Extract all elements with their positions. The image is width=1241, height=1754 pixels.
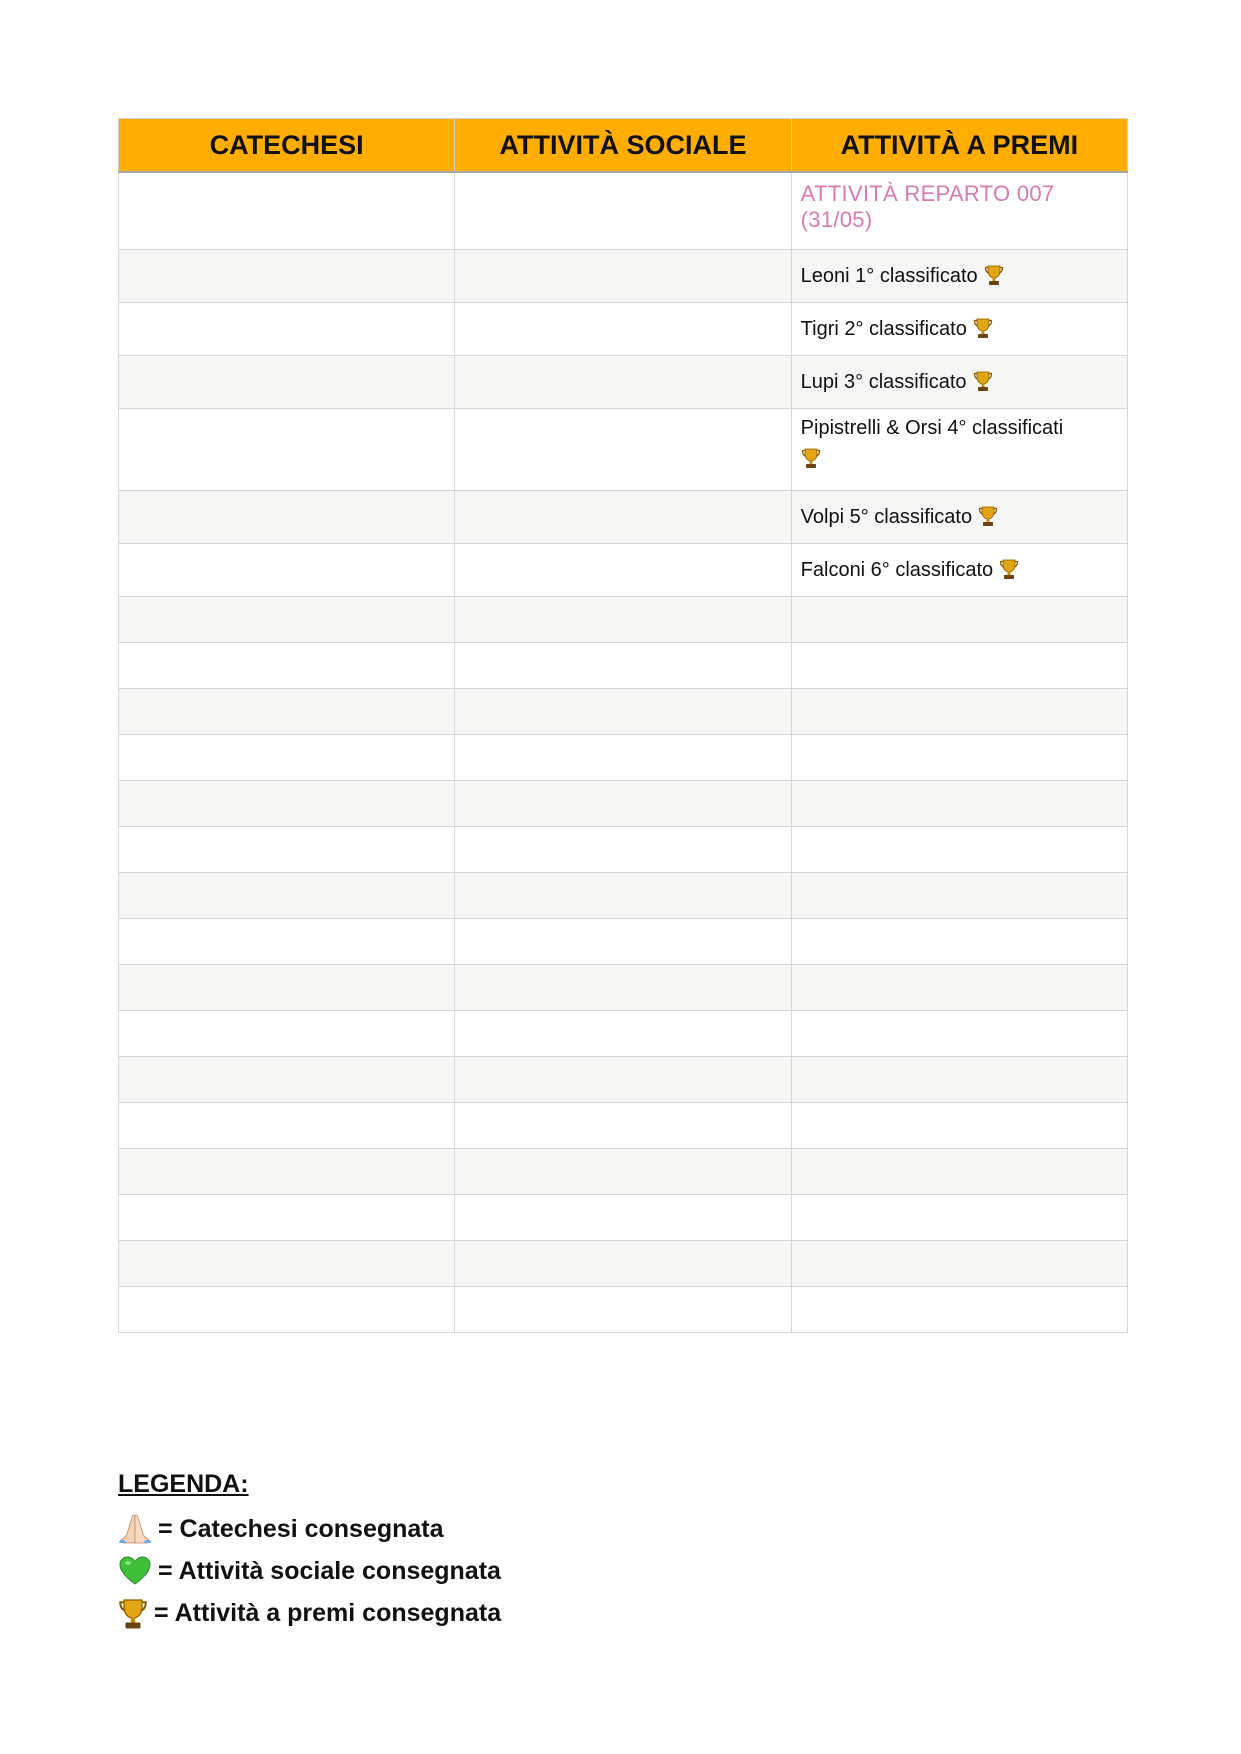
table-cell (119, 303, 455, 356)
table-cell (119, 250, 455, 303)
table-cell (455, 409, 791, 491)
table-cell (455, 1057, 791, 1103)
premi-entry-text: Falconi 6° classificato (800, 559, 994, 581)
legend-item-catechesi (118, 1508, 501, 1550)
table-cell (455, 827, 791, 873)
trophy-icon (978, 505, 998, 527)
table-cell (119, 919, 455, 965)
table-cell (791, 1011, 1127, 1057)
table-row (119, 643, 1128, 689)
table-cell (791, 827, 1127, 873)
table-cell (791, 1241, 1127, 1287)
table-cell (455, 965, 791, 1011)
trophy-icon (973, 317, 993, 339)
table-cell (455, 1103, 791, 1149)
table-cell (455, 1011, 791, 1057)
table-cell (119, 356, 455, 409)
table-cell (455, 735, 791, 781)
table-cell (791, 781, 1127, 827)
table-row (119, 250, 1128, 303)
premi-entry-text: Pipistrelli & Orsi 4° classificati (800, 417, 1064, 439)
table-row (119, 965, 1128, 1011)
legend-text: = Catechesi consegnata (158, 1515, 444, 1543)
legend-item-attivita-premi (118, 1592, 501, 1634)
premi-entry-text: Lupi 3° classificato (800, 371, 967, 393)
table-cell (791, 597, 1127, 643)
table-row (119, 356, 1128, 409)
table-cell (791, 1149, 1127, 1195)
legend-text: = Attività a premi consegnata (154, 1599, 502, 1627)
green-heart-icon (118, 1554, 152, 1588)
table-cell (119, 1057, 455, 1103)
premi-entry-cell (791, 491, 1127, 544)
table-row (119, 491, 1128, 544)
premi-entry-cell (791, 544, 1127, 597)
table-row (119, 1287, 1128, 1333)
table-row (119, 1103, 1128, 1149)
table-cell (791, 965, 1127, 1011)
table-cell (119, 643, 455, 689)
trophy-icon (999, 558, 1019, 580)
table-row (119, 544, 1128, 597)
empty-rows (119, 597, 1128, 1333)
header-row (119, 119, 1128, 173)
table-cell (119, 827, 455, 873)
table-cell (119, 1287, 455, 1333)
table-cell (119, 965, 455, 1011)
premi-entry-cell (791, 356, 1127, 409)
table-cell (791, 919, 1127, 965)
premi-entry-text: Volpi 5° classificato (800, 506, 973, 528)
table-cell (455, 597, 791, 643)
table-row (119, 303, 1128, 356)
table-row (119, 1149, 1128, 1195)
table-cell (119, 597, 455, 643)
trophy-icon (118, 1597, 148, 1630)
header-attivita-premi: ATTIVITÀ A PREMI (791, 119, 1127, 173)
table-cell (119, 873, 455, 919)
premi-entry-cell (791, 250, 1127, 303)
table-cell (455, 250, 791, 303)
table-cell (791, 873, 1127, 919)
table-row (119, 781, 1128, 827)
table-row (119, 689, 1128, 735)
table-cell (791, 1287, 1127, 1333)
table-cell (455, 1149, 791, 1195)
table-cell (119, 735, 455, 781)
table-cell (791, 1195, 1127, 1241)
table-row (119, 172, 1128, 250)
table-cell (455, 689, 791, 735)
table-cell (455, 303, 791, 356)
table-cell (119, 1011, 455, 1057)
legend-text: = Attività sociale consegnata (158, 1557, 501, 1585)
table-cell (119, 1195, 455, 1241)
table-cell (119, 1241, 455, 1287)
table-row (119, 409, 1128, 491)
premi-title-cell: ATTIVITÀ REPARTO 007 (31/05) (791, 172, 1127, 250)
table-cell (455, 919, 791, 965)
table-cell (119, 689, 455, 735)
table-cell (119, 781, 455, 827)
table-cell (455, 491, 791, 544)
trophy-icon (973, 370, 993, 392)
table-cell (119, 491, 455, 544)
table-row (119, 1011, 1128, 1057)
trophy-icon (984, 264, 1004, 286)
table-row (119, 919, 1128, 965)
attivita-table (118, 118, 1128, 1333)
table-row (119, 827, 1128, 873)
table-cell (119, 1149, 455, 1195)
table-cell (791, 643, 1127, 689)
table-row (119, 873, 1128, 919)
table-row (119, 597, 1128, 643)
table-cell (455, 1195, 791, 1241)
table-row (119, 735, 1128, 781)
table-cell (455, 781, 791, 827)
table-cell (791, 735, 1127, 781)
table-cell (791, 1103, 1127, 1149)
header-catechesi: CATECHESI (119, 119, 455, 173)
table-cell (455, 1241, 791, 1287)
trophy-icon (801, 447, 821, 469)
table-row (119, 1195, 1128, 1241)
table-row (119, 1241, 1128, 1287)
legend (118, 1468, 501, 1634)
praying-hands-icon (118, 1512, 152, 1546)
table-cell (455, 643, 791, 689)
table-cell (455, 1287, 791, 1333)
header-attivita-sociale: ATTIVITÀ SOCIALE (455, 119, 791, 173)
premi-entry-cell (791, 303, 1127, 356)
table-cell (791, 689, 1127, 735)
table-cell (455, 544, 791, 597)
legend-item-attivita-sociale (118, 1550, 501, 1592)
table-cell (455, 356, 791, 409)
attivita-table-container (118, 118, 1128, 1333)
legend-title: LEGENDA: (118, 1470, 249, 1498)
table-cell (455, 172, 791, 250)
table-cell (791, 1057, 1127, 1103)
table-cell (455, 873, 791, 919)
table-cell (119, 172, 455, 250)
premi-entry-cell (791, 409, 1127, 491)
premi-entry-text: Leoni 1° classificato (800, 265, 978, 287)
table-cell (119, 1103, 455, 1149)
premi-entry-text: Tigri 2° classificato (800, 318, 967, 340)
table-row (119, 1057, 1128, 1103)
table-cell (119, 409, 455, 491)
table-cell (119, 544, 455, 597)
